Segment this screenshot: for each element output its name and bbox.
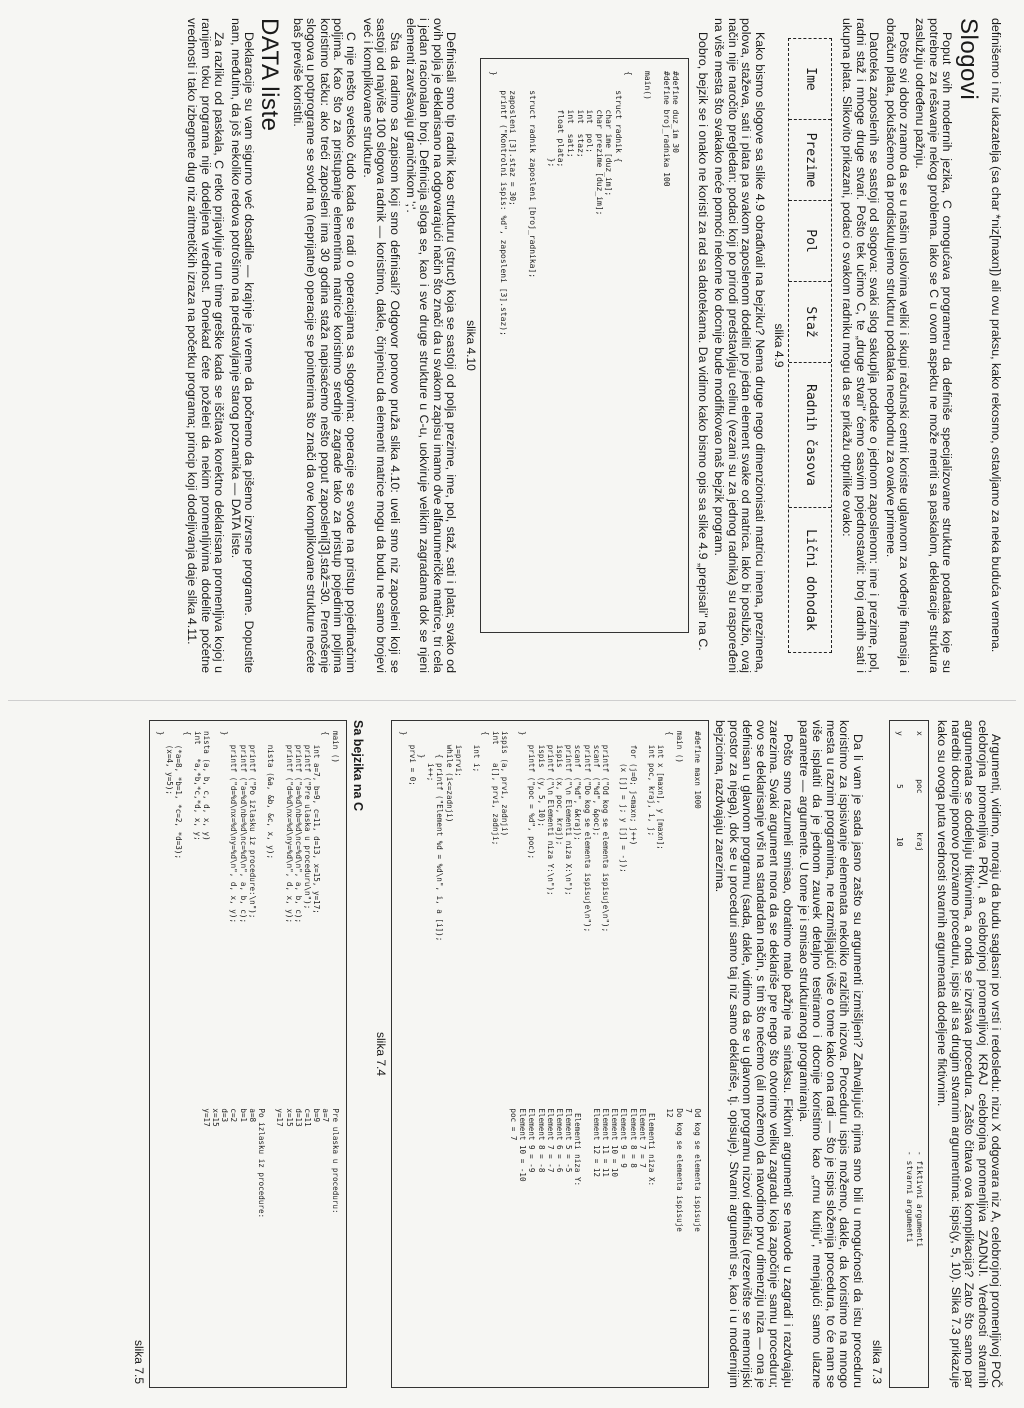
paragraph: Deklaracije su vam sigurno već dosadile — krajnje je vreme da počnemo da pišemo izvrsne programe. Dopustite nam, međutim, da još nekoliko redova potrošimo na predstavljanje starog poznanika — DATA liste. xyxy=(228,18,256,673)
program-output-7-5: Pre ulaska u proceduru: a=7 b=9 c=11 d=13 x=15 y=17 Po izlasku iz procedure: a=8 b=1 c=2 d=3 x=15 y=17 xyxy=(201,1108,340,1219)
section-heading-bejzik: Sa bejzika na C xyxy=(350,720,365,812)
paragraph: Datoteka zaposlenih se sastoji od slogova: svaki slog sakuplja podatke o jednom zaposlenom: ime i prezime, pol, radni staž i mnoge druge stvari. Pošto tek učimo C, te „druge stvari" ćemo sasvim pojednostaviti: broj radnih sati i ukupna plata. Slikovito prikazani, podaci o svakom radniku mogu da se prikažu otprilike ovako: xyxy=(840,18,882,673)
paragraph: Argumenti, vidimo, moraju da budu saglasni po vrsti i redosledu: nizu X odgovara niz A, celobrojnoj promenljivoj POČ celobrojna promenljiva PRVI, a celobrojnoj promenljivoj KRAJ celobrojna promenljiva ZADNJI. Vrednosti stvarnih argumenata se dodeljuju fiktivnima, a onda se izvršava procedura. Zašto čitava ova komplikacija? Zato što samo par naredbi docnije ponovo pozivamo proceduru, ispis ali sa drugim stvarnim argumentima: ispis(y, 5, 10). Slika 7.3 prikazuje kako su ovoga puta vrednosti stvarnih argumenata dodeljene fiktivnim. xyxy=(935,720,1003,1388)
figure-caption: slika 7.5 xyxy=(131,1339,146,1384)
paragraph: Dobro, bejzik se i onako ne koristi za rad sa datotekama. Da vidimo kako bismo opis sa slike 4.9 „prepisali" na C. xyxy=(695,32,710,651)
field-cell: Radnih časova xyxy=(789,363,831,508)
field-cell: Ime xyxy=(789,39,831,120)
paragraph: C nije nešto svetsko čudo kada se radi o operacijama sa slogovima: operacije se svode na pristup pojedinačnim poljima. Kao što za pristupanje elementima matrice koristimo srednje zagrade tako za pristup pojedinim poljima koristimo tačku: ako treći zaposleni ima 30 godina staža napisaćemo nešto poput zaposleni[3].staž=30. Prenošenje slogova u potprograme se svodi na (neprijatne) operacije se pointerima što znači da ove komplikovane strukture nećete baš previše koristiti. xyxy=(290,18,359,673)
paragraph: Pošto svi dobro znamo da se u našim uslovima veliki i skupi računski centri koriste uglavnom za vođenje finansija i obračun plata, pokušaćemo da prodiskutujemo strukturu podataka neophodnu za ovakve primene. xyxy=(883,18,911,673)
right-page xyxy=(125,720,1002,1388)
paragraph: Šta da radimo sa zapisom koji smo definisali? Odgovor ponovo pruža slika 4.10: uveli smo niz zaposleni koji se sastoji od najviše 100 slogova radnik — koristimo, dakle, činjenicu da elementi matrice mogu da budu ne samo brojevi već i komplikovane strukture. xyxy=(360,18,402,673)
program-output-7-4: Od kog se elementa ispisuje 7 Do kog se elementa ispisuje 12 Elementi niza X: Element 7 = 7 Element 8 = 8 Element 9 = 9 Element 10 = 10 Element 11 = 11 Element 12 = 12 Elementi niza Y: Element 5 = -5 Element 6 = -6 Element 7 = -7 Element 8 = -8 Element 9 = -9 Element 10 = -10 poc = 7 xyxy=(509,1108,703,1232)
argument-values: x poc kraj y 5 10 xyxy=(894,731,924,852)
figure-caption: slika 4.10 xyxy=(463,320,478,371)
field-cell: Pol xyxy=(789,201,831,282)
record-layout-figure xyxy=(788,38,832,653)
paragraph: Pošto smo razumeli smisao, obratimo malo pažnje na sintaksu. Fiktivni argumenti se navode u zagradi i razdvajaju zarezima. Svaki argument mora da se deklariše pre nego što otvorimo veliku zagradu koja započinje samu proceduru; ovo se deklarisanje vrši na standardan način, s tim što nećemo (ali možemo) da navodimo prvu dimenziju niza — ona je definisan u glavnom programu (sada, dakle, vidimo da se u glavnom programu nizovi definišu (rezervište se memorijski prostor za njega), dok se u proceduri samo taj niz samo deklariše, tj. opisuje). Stvarni argumenti se, kao i u modernijim bejzicima, razdvajaju zarezima. xyxy=(713,720,795,1388)
figure-caption: slika 7.4 xyxy=(374,1031,389,1077)
page-gutter xyxy=(8,700,1016,701)
code-listing-4-10: #define duz_im 30 #define broj_radnika 100 main() { struct radnik { char ime [duz_im]; char prezime [duz_im]; int pol; int staz; int sati; float plata; }; struct radnik zaposleni [broj_radnika]; zaposleni [3].staz = 30; printf ("Kontrolni ispis: %d", zaposleni [3].staz); } xyxy=(480,58,690,633)
code-listing-7-4: #define maxn 1000 main () { int x [maxn], y [maxn]; int poc, kraj, i, j; for (j=0; j<maxn; j++) (x [j] = j; y [j] = -j); printf ("Od kog se elementa ispisuje\n"); scanf ("%d", &poc); printf ("Do kog se elementa ispisuje\n"); scanf ("%d", &kraj); printf ("\n Elementi niza X:\n"); ispis (x, poc, kraj); printf ("\n Elementi niza Y:\n"); ispis (y, 5, 10); printf ("poc = %d", poc); } ispis (a, prvi, zadnji) int a[], prvi, zadnji; { int i; i=prvi; while (i<=zadnji) { printf ("Element %d = %d\n", i, a [i]); i++; } prvi = 0; } xyxy=(398,731,703,942)
figure-7-4 xyxy=(391,720,709,1388)
paragraph: Definisali smo tip radnik kao strukturu (struct) koja se sastoji od polja prezime, ime, pol, staž, sati i plata; svako od ovih polja je deklarisano na odgovarajući način što znači da u svakom zapisu imamo dve alfanumeričke matrice, tri cela i jedan racionalan broj. Definicija sloga se, kao i sve druge strukture u C-u, uokviruje velikim zagradama dok se njeni elementi završavaju graničnikom ';'. xyxy=(404,18,459,673)
field-cell: Lični dohodak xyxy=(802,529,818,631)
code-listing-7-5: main () { int a=7, b=9, c=11, d=13, x=15, y=17; printf ("Pre ulaska u proceduru\n"); printf ("a=%d\nb=%d\nc=%d\n", a, b, c); printf ("d=%d\nx=%d\ny=%d\n", d, x, y); nista (&a, &b, &c, x, y); printf ("Po izlasku iz procedure:\n"); printf ("a=%d\nb=%d\nc=%d\n", a, b, c); printf ("d=%d\nx=%d\ny=%d\n", d, x, y); } nista (a, b, c, d, x, y) int *a,*b,*c,*d, x, y; { (*a=8, *b=1, *c=2, *d=3); (x=4, y=5); } xyxy=(155,731,340,924)
left-page xyxy=(182,18,1002,673)
section-heading-slogovi: Slogovi xyxy=(954,18,982,101)
paragraph: Kako bismo slogove sa slike 4.9 obrađivali na bejziku? Nema druge nego dimenzionisati matricu imena, prezimena, polova, staževa, sati i plata pa svakom zaposlenom dodeliti po jedan element svake od matrica. Iako bi poslužio, ovaj način nije naročito pregledan: podaci koji po prirodi predstavljaju celinu (vezani su za jednog radnika) su raspoređeni na više mesta što svakako neće pomoći nekome ko docnije bude modifikovao naš bejzik program. xyxy=(712,18,767,673)
figure-caption: slika 7.3 xyxy=(869,1339,884,1384)
figure-7-5 xyxy=(149,720,347,1388)
figure-7-3 xyxy=(889,720,929,1388)
figure-caption: slika 4.9 xyxy=(771,323,786,368)
field-cell: Prezime xyxy=(789,120,831,201)
paragraph: Za razliku od paskala, C retko prijavljuje run time greške kada se iščitava korektno deklarisana promenljiva kojoj u ranijem toku programa nije dodeljena vrednost. Ponekad ćete poželeti da nekim promenljivima dodelite početne vrednosti i tako izbegnete dug niz aritmetičkih izraza na početku programa; princip koji dodeljivanja daje slika 4.11. xyxy=(185,18,227,673)
paragraph: Poput svih modernih jezika, C omogućava programeru da definiše specijalizovane strukture podataka koje su potrebne za rešavanje nekog problema. Iako se C u ovom aspektu ne može meriti sa paskalom, deklaracije struktura zaslužuju određenu pažnju. xyxy=(913,18,955,673)
paragraph: Da li vam je sada jasno zašto su argumenti izmišljeni? Zahvaljujući njima smo bili u mogućnosti da istu proceduru koristimo za ispisivanje elemenata nekoliko različitih nizova. Proceduru ispis možemo, dakle, da koristimo na mnogo mesta u raznim programima, ne razmišljajući više o tome kako ona radi — što je ispis složenija procedura, to će nam se više isplatiti da je jednom zauvek detaljno testiramo i docnije koristimo kao „crnu kutiju", menjajući samo ulazne parametre — argumente. U tome je i smisao struktuiranog programiranja. xyxy=(796,720,865,1388)
section-heading-data-liste: DATA liste xyxy=(256,18,284,132)
intro-paragraph: definišemo i niz ukazatelja (sa char *niz[maxn]) ali ovu praksu, kako rekosmo, ostavljamo za neka buduća vremena. xyxy=(989,18,1003,653)
argument-legend: - fiktivni argumenti - stvarni argumenti xyxy=(904,1150,924,1248)
field-cell: Staž xyxy=(789,282,831,363)
